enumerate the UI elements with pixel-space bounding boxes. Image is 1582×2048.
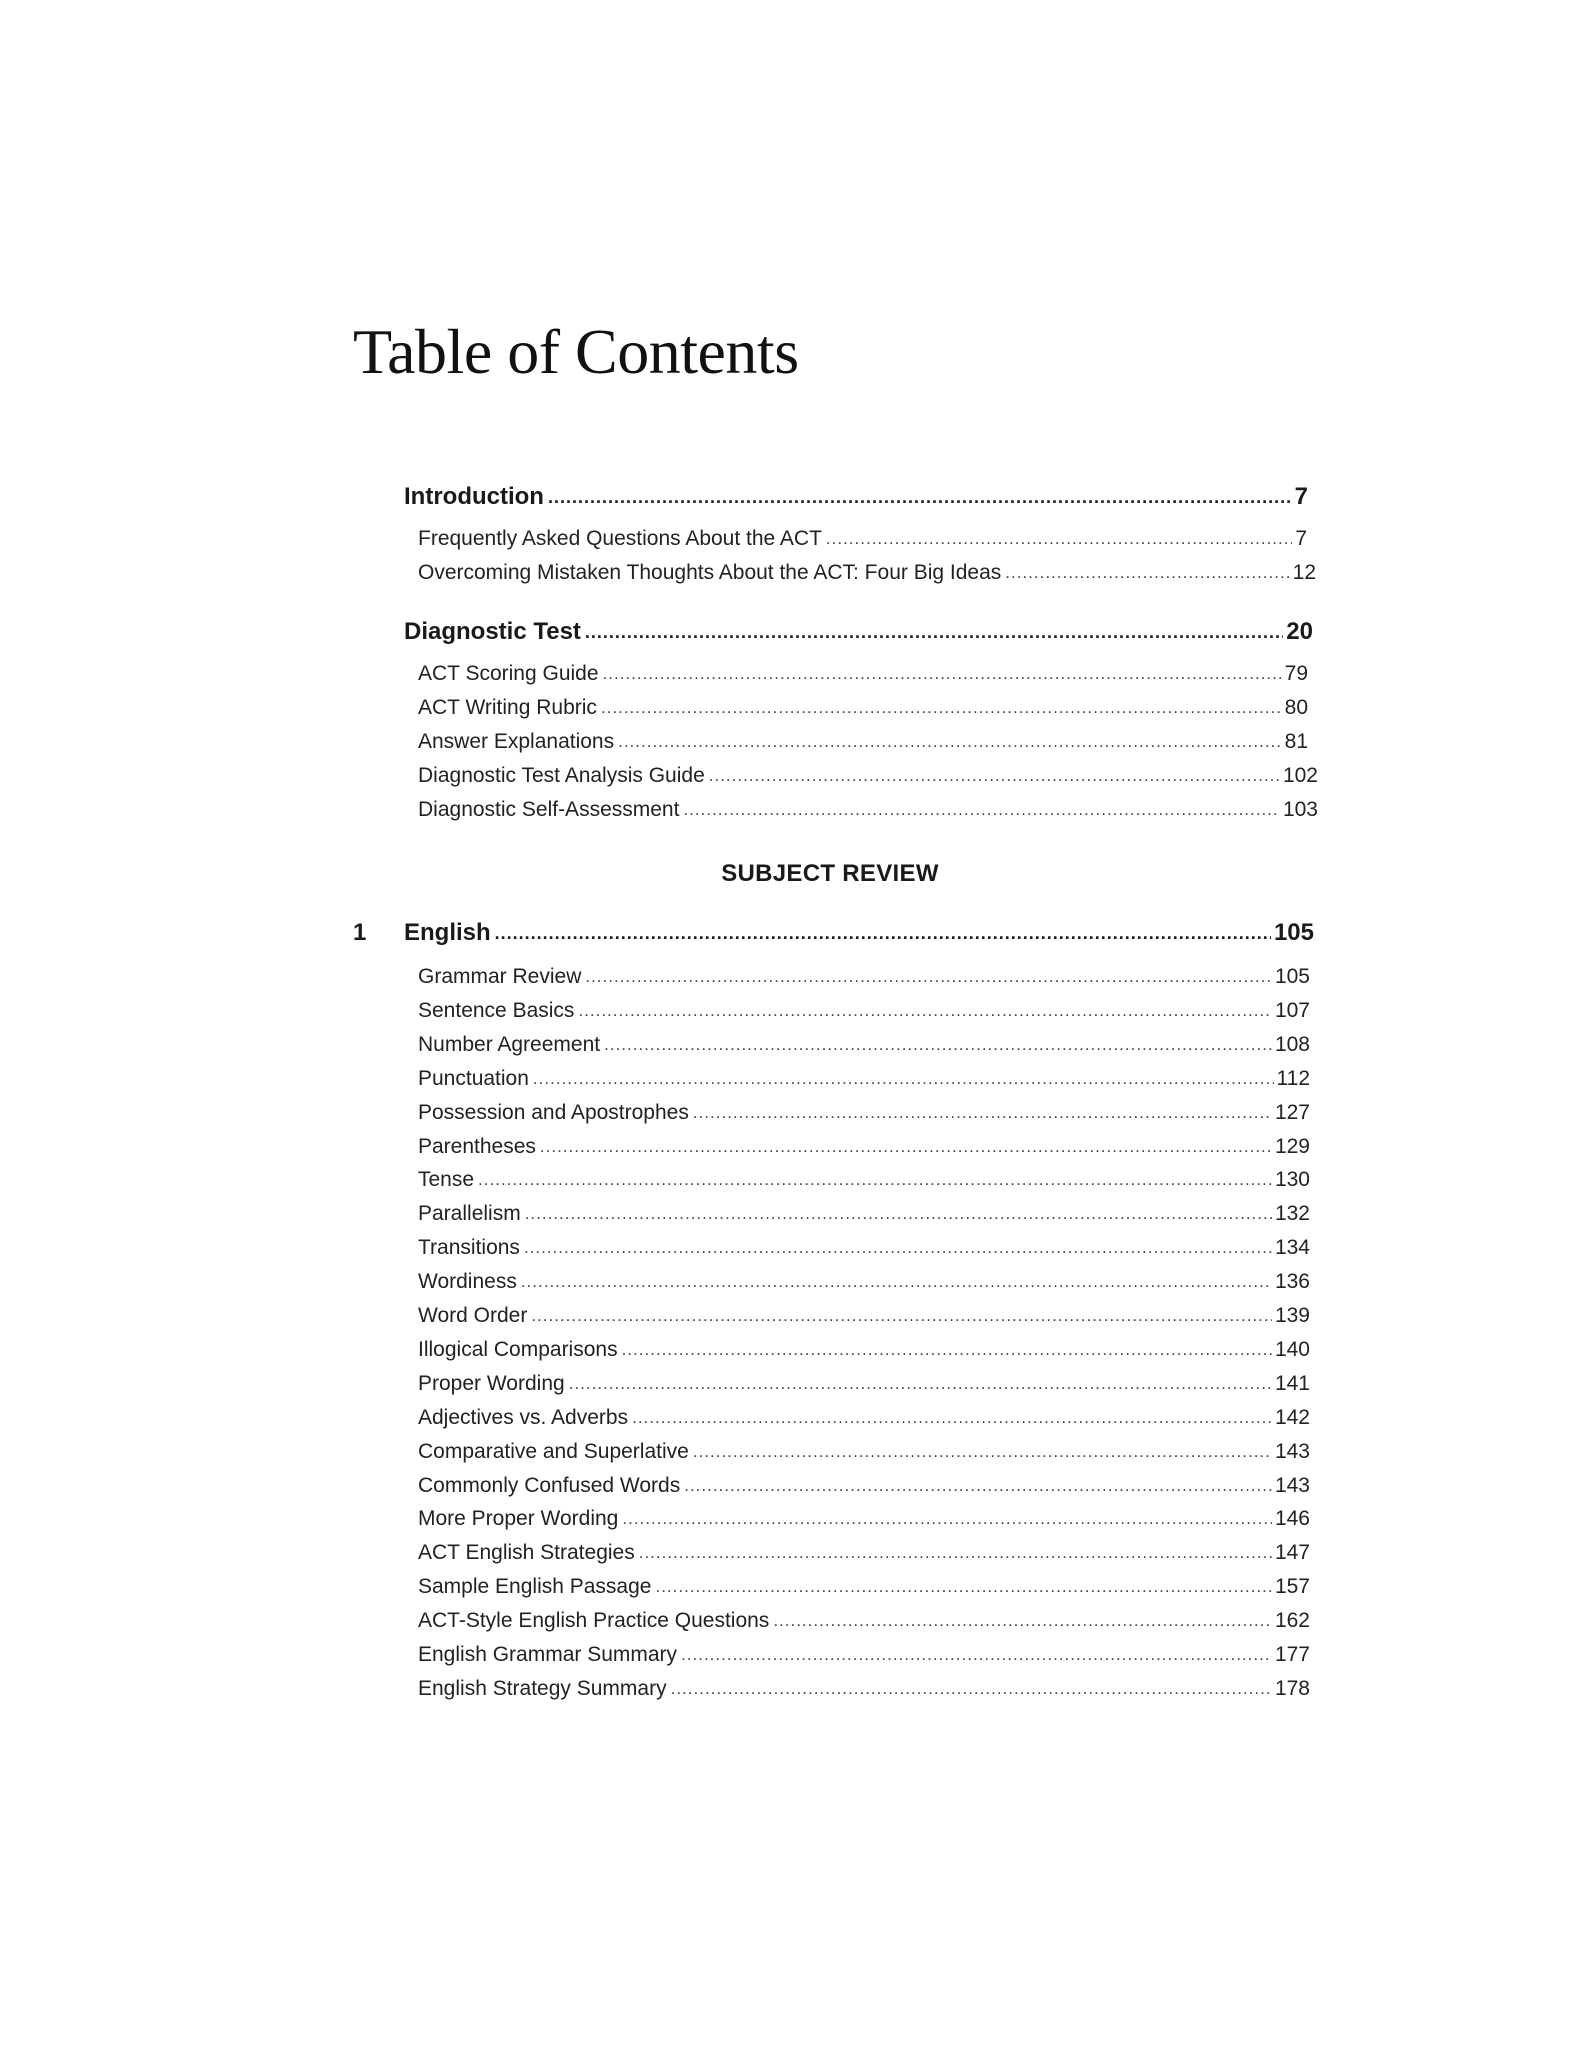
toc-entry-page: 157	[1274, 1575, 1310, 1598]
page-title: Table of Contents	[353, 316, 799, 387]
toc-entry-page: 146	[1274, 1507, 1310, 1530]
toc-entry-label: Diagnostic Self-Assessment	[418, 798, 680, 821]
toc-entry-label: Comparative and Superlative	[418, 1440, 689, 1463]
dot-leader	[826, 524, 1292, 554]
toc-entry-label: Proper Wording	[418, 1372, 565, 1395]
toc-section-title: Diagnostic Test	[404, 618, 581, 645]
toc-entry-page: 12	[1292, 561, 1316, 584]
toc-entry[interactable]	[418, 1199, 1310, 1229]
toc-entry-page: 162	[1274, 1609, 1310, 1632]
toc-entry-label: Wordiness	[418, 1270, 517, 1293]
toc-entry-page: 108	[1274, 1033, 1310, 1056]
toc-entry-label: Tense	[418, 1168, 475, 1191]
toc-entry-page: 177	[1274, 1643, 1310, 1666]
toc-entry-page: 80	[1284, 696, 1308, 719]
toc-chapter-english[interactable]	[404, 916, 1314, 950]
dot-leader	[601, 693, 1282, 723]
toc-entry[interactable]	[418, 1301, 1310, 1331]
toc-entry-label: Parentheses	[418, 1135, 536, 1158]
toc-entry-label: Adjectives vs. Adverbs	[418, 1406, 629, 1429]
toc-entry-label: ACT Scoring Guide	[418, 662, 599, 685]
toc-entry[interactable]	[418, 1606, 1310, 1636]
toc-page-number: 7	[1294, 483, 1308, 510]
dot-leader	[639, 1538, 1272, 1568]
toc-entry-page: 139	[1274, 1304, 1310, 1327]
toc-entry-page: 130	[1274, 1168, 1310, 1191]
toc-entry[interactable]	[418, 962, 1310, 992]
toc-entry-page: 81	[1284, 730, 1308, 753]
subject-review-heading: SUBJECT REVIEW	[721, 860, 939, 887]
toc-entry[interactable]	[418, 1538, 1310, 1568]
dot-leader	[603, 659, 1282, 689]
toc-entry-label: Sample English Passage	[418, 1575, 652, 1598]
toc-entry[interactable]	[418, 795, 1318, 825]
toc-section-title: Introduction	[404, 483, 544, 510]
dot-leader	[693, 1098, 1272, 1128]
dot-leader	[531, 1301, 1272, 1331]
toc-entry[interactable]	[418, 1572, 1310, 1602]
toc-entry-page: 127	[1274, 1101, 1310, 1124]
toc-entry[interactable]	[418, 1504, 1310, 1534]
toc-chapter-title: English	[404, 919, 491, 946]
toc-entry-page: 79	[1284, 662, 1308, 685]
toc-entry-page: 129	[1274, 1135, 1310, 1158]
dot-leader	[709, 761, 1280, 791]
toc-entry[interactable]	[418, 1471, 1310, 1501]
toc-entry-label: Word Order	[418, 1304, 528, 1327]
toc-entry[interactable]	[418, 1437, 1310, 1467]
toc-entry-page: 103	[1282, 798, 1318, 821]
toc-entry[interactable]	[418, 659, 1308, 689]
toc-entry-page: 141	[1274, 1372, 1310, 1395]
toc-entry-label: Parallelism	[418, 1202, 521, 1225]
toc-entry-label: ACT-Style English Practice Questions	[418, 1609, 770, 1632]
toc-entry[interactable]	[418, 1233, 1310, 1263]
toc-entry-label: Overcoming Mistaken Thoughts About the ACT: Four Big Ideas	[418, 561, 1002, 584]
toc-entry-page: 105	[1274, 965, 1310, 988]
toc-entry-page: 147	[1274, 1541, 1310, 1564]
toc-entry-label: Illogical Comparisons	[418, 1338, 618, 1361]
toc-entry-page: 134	[1274, 1236, 1310, 1259]
toc-entry-label: Answer Explanations	[418, 730, 615, 753]
chapter-number: 1	[353, 919, 367, 946]
toc-section-introduction[interactable]	[404, 480, 1308, 514]
toc-entry[interactable]	[418, 1267, 1310, 1297]
toc-entry-label: Commonly Confused Words	[418, 1474, 681, 1497]
dot-leader	[683, 795, 1280, 825]
dot-leader	[622, 1504, 1272, 1534]
toc-entry[interactable]	[418, 693, 1308, 723]
toc-entry[interactable]	[418, 1640, 1310, 1670]
toc-entry[interactable]	[418, 1335, 1310, 1365]
toc-entry-page: 142	[1274, 1406, 1310, 1429]
toc-entry-label: Transitions	[418, 1236, 520, 1259]
dot-leader	[632, 1403, 1272, 1433]
dot-leader	[533, 1064, 1274, 1094]
toc-entry[interactable]	[418, 727, 1308, 757]
toc-section-diagnostic-test[interactable]	[404, 615, 1313, 649]
toc-entry[interactable]	[418, 1403, 1310, 1433]
toc-entry[interactable]	[418, 1165, 1310, 1195]
toc-entry-page: 112	[1276, 1067, 1310, 1090]
toc-entry-label: Sentence Basics	[418, 999, 575, 1022]
toc-entry-label: Diagnostic Test Analysis Guide	[418, 764, 705, 787]
toc-entry-page: 178	[1274, 1677, 1310, 1700]
toc-entry-label: Grammar Review	[418, 965, 582, 988]
dot-leader	[655, 1572, 1271, 1602]
toc-entry-page: 132	[1274, 1202, 1310, 1225]
dot-leader	[618, 727, 1282, 757]
dot-leader	[693, 1437, 1272, 1467]
toc-page-number: 105	[1273, 919, 1314, 946]
dot-leader	[548, 480, 1292, 514]
toc-entry-label: ACT Writing Rubric	[418, 696, 597, 719]
toc-entry[interactable]	[418, 761, 1318, 791]
toc-entry[interactable]	[418, 1030, 1310, 1060]
toc-entry-page: 140	[1274, 1338, 1310, 1361]
toc-entry[interactable]	[418, 1674, 1310, 1704]
toc-entry-page: 136	[1274, 1270, 1310, 1293]
toc-entry-label: Number Agreement	[418, 1033, 601, 1056]
dot-leader	[681, 1640, 1272, 1670]
dot-leader	[524, 1233, 1272, 1263]
dot-leader	[478, 1165, 1272, 1195]
dot-leader	[585, 962, 1272, 992]
toc-entry[interactable]	[418, 996, 1310, 1026]
dot-leader	[773, 1606, 1272, 1636]
dot-leader	[525, 1199, 1272, 1229]
toc-entry[interactable]	[418, 558, 1316, 588]
toc-entry-page: 107	[1274, 999, 1310, 1022]
dot-leader	[684, 1471, 1272, 1501]
dot-leader	[495, 916, 1271, 950]
toc-entry-page: 102	[1282, 764, 1318, 787]
dot-leader	[622, 1335, 1272, 1365]
toc-entry-label: Punctuation	[418, 1067, 529, 1090]
dot-leader	[569, 1369, 1272, 1399]
dot-leader	[585, 615, 1283, 649]
toc-entry-page: 7	[1295, 527, 1307, 550]
toc-entry-label: More Proper Wording	[418, 1507, 619, 1530]
dot-leader	[540, 1132, 1272, 1162]
toc-entry-label: English Grammar Summary	[418, 1643, 678, 1666]
toc-entry-label: Frequently Asked Questions About the ACT	[418, 527, 822, 550]
toc-page-number: 20	[1286, 618, 1313, 645]
toc-entry-label: ACT English Strategies	[418, 1541, 635, 1564]
dot-leader	[521, 1267, 1272, 1297]
toc-entry[interactable]	[418, 524, 1307, 554]
toc-entry[interactable]	[418, 1064, 1310, 1094]
dot-leader	[604, 1030, 1272, 1060]
toc-entry[interactable]	[418, 1132, 1310, 1162]
toc-entry-label: Possession and Apostrophes	[418, 1101, 689, 1124]
dot-leader	[671, 1674, 1272, 1704]
dot-leader	[578, 996, 1272, 1026]
toc-entry[interactable]	[418, 1369, 1310, 1399]
toc-entry-page: 143	[1274, 1474, 1310, 1497]
toc-entry[interactable]	[418, 1098, 1310, 1128]
toc-entry-label: English Strategy Summary	[418, 1677, 667, 1700]
dot-leader	[1005, 558, 1289, 588]
toc-entry-page: 143	[1274, 1440, 1310, 1463]
